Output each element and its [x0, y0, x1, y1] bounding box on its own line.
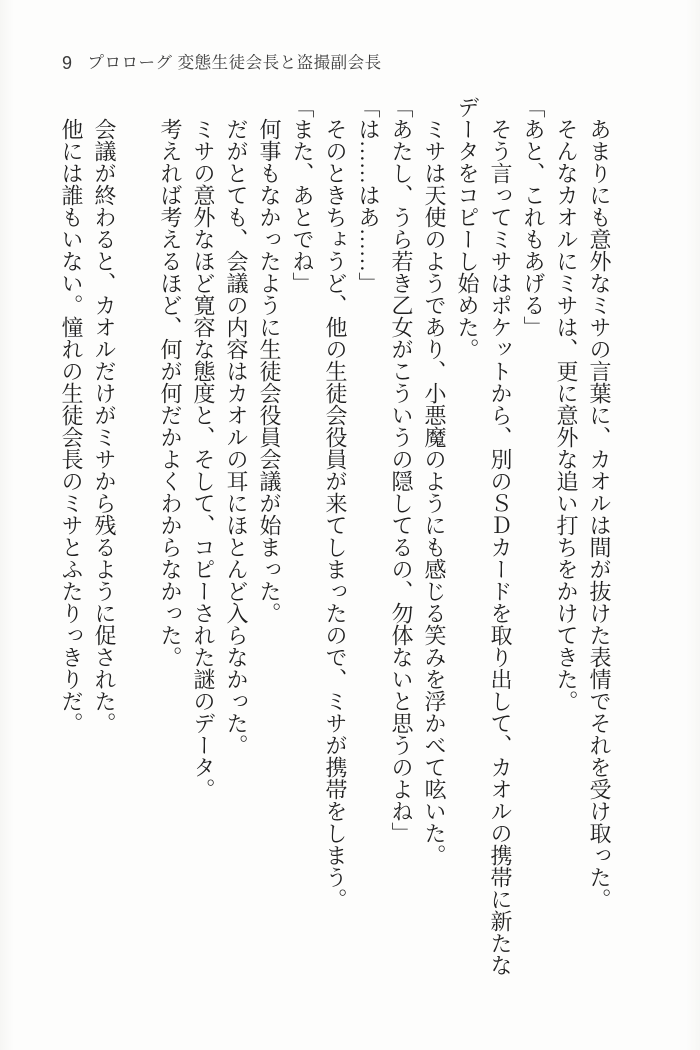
paragraph-1: あまりにも意外なミサの言葉に、カオルは間が抜けた表情でそれを受け取った。	[587, 118, 612, 910]
paragraph-15: 他には誰もいない。憧れの生徒会長のミサとふたりっきりだ。	[59, 118, 84, 734]
paragraph-9: 「また、あとでね」	[290, 96, 315, 294]
scene-break-blank-line	[121, 96, 154, 986]
paragraph-8: そのときちょうど、他の生徒会役員が来てしまったので、ミサが携帯をしまう。	[323, 118, 348, 910]
paragraph-10: 何事もなかったように生徒会役員会議が始まった。	[257, 118, 282, 624]
paragraph-5: ミサは天使のようであり、小悪魔のようにも感じる笑みを浮かべて呟いた。	[422, 118, 447, 866]
paragraph-3: 「あと、これもあげる」	[521, 96, 546, 338]
paragraph-6: 「あたし、うら若き乙女がこういうの隠してるの、勿体ないと思うのよね」	[389, 96, 414, 844]
paragraph-7: 「は……はあ……」	[356, 96, 381, 294]
paragraph-14: 会議が終わると、カオルだけがミサから残るように促された。	[92, 118, 117, 734]
paragraph-12: ミサの意外なほど寛容な態度と、そして、コピーされた謎のデータ。	[191, 118, 216, 800]
paragraph-13: 考えれば考えるほど、何が何だかよくわからなかった。	[158, 118, 183, 668]
page-number: 9	[62, 53, 73, 73]
running-header	[62, 49, 382, 74]
chapter-title: プロローグ 変態生徒会長と盗撮副会長	[87, 54, 382, 72]
paragraph-2: そんなカオルにミサは、更に意外な追い打ちをかけてきた。	[554, 118, 579, 712]
paragraph-4: そう言ってミサはポケットから、別のＳＤカードを取り出して、カオルの携帯に新たなデータをコピーし始めた。	[455, 96, 513, 976]
paragraph-11: だがとても、会議の内容はカオルの耳にほとんど入らなかった。	[224, 118, 249, 756]
vertical-text-body	[55, 96, 616, 986]
